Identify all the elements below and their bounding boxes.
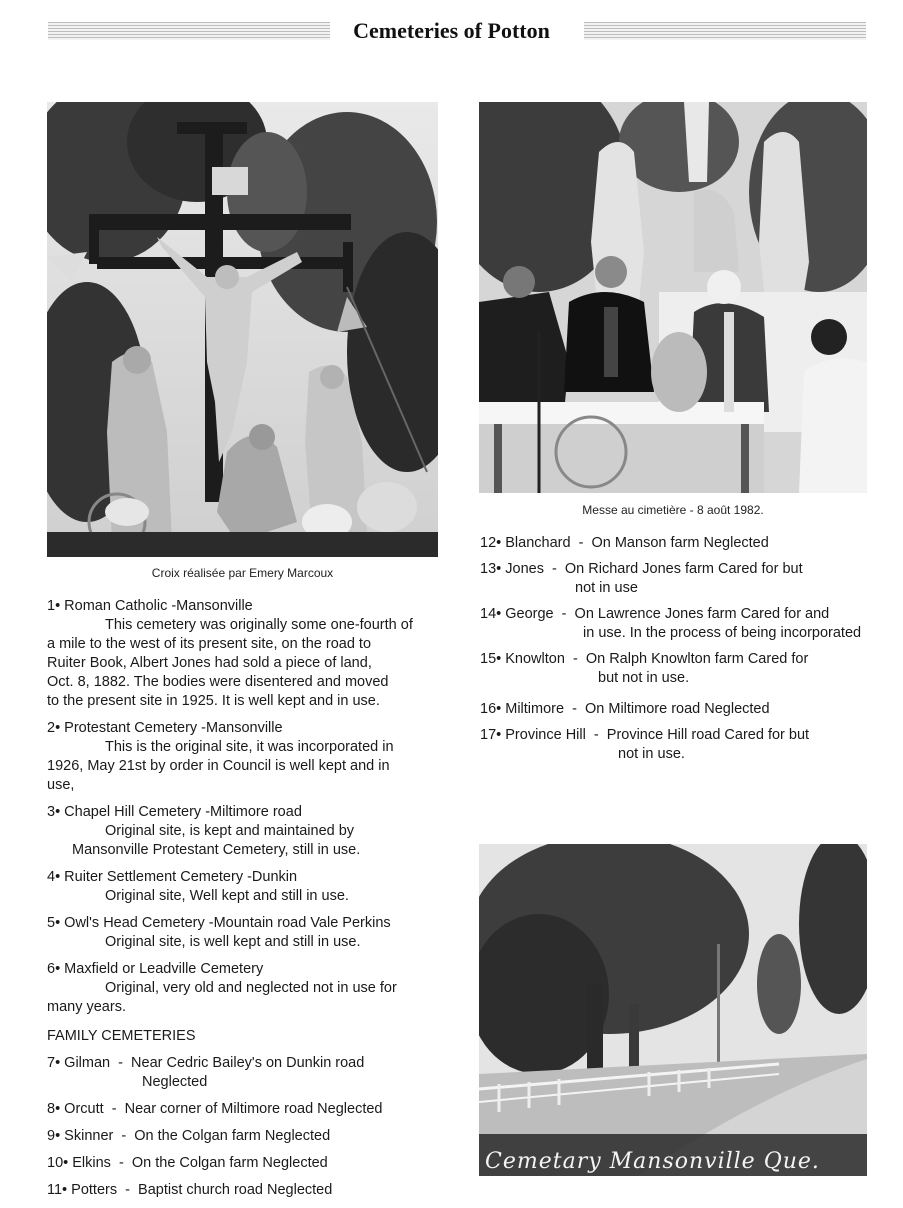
- entry-line: not in use: [575, 580, 638, 596]
- cemetery-list: [47, 597, 447, 1208]
- entry-number: 13•: [480, 561, 502, 577]
- cemetery-entry-2: [47, 719, 447, 795]
- cemetery-entry-3: [47, 803, 447, 860]
- entry-number: 12•: [480, 535, 502, 551]
- entry-number: 17•: [480, 727, 502, 743]
- entry-number: 6•: [47, 961, 61, 977]
- mass-photo-caption: Messe au cimetière - 8 août 1982.: [582, 503, 764, 517]
- entry-number: 9•: [47, 1128, 61, 1144]
- entry-name: Maxfield or Leadville Cemetery: [64, 961, 264, 977]
- entry-text: Potters - Baptist church road Neglected: [71, 1182, 333, 1198]
- entry-text: Gilman - Near Cedric Bailey's on Dunkin road: [64, 1055, 365, 1071]
- entry-number: 11•: [47, 1182, 68, 1198]
- entry-line: 1926, May 21st by order in Council is well kept and in: [47, 758, 390, 774]
- entry-line: Oct. 8, 1882. The bodies were disentered and moved: [47, 674, 389, 690]
- entry-line: a mile to the west of its present site, on the road to: [47, 636, 372, 652]
- entry-line: Original site, is well kept and still in use.: [105, 934, 361, 950]
- postcard-inscription: Cemetary Mansonville Que.: [485, 1149, 820, 1174]
- crucifix-photo-caption: Croix réalisée par Emery Marcoux: [151, 566, 334, 580]
- family-entry-15: [480, 650, 880, 688]
- family-entry-16: [480, 700, 880, 719]
- cemetery-postcard-photo: [479, 844, 867, 1176]
- family-cemetery-list-right: [480, 534, 880, 771]
- entry-name: Ruiter Settlement Cemetery -Dunkin: [64, 869, 298, 885]
- entry-line: Mansonville Protestant Cemetery, still in use.: [72, 842, 361, 858]
- family-entry-13: [480, 560, 880, 598]
- family-entry-14: [480, 605, 880, 643]
- entry-number: 16•: [480, 701, 502, 717]
- entry-name: Owl's Head Cemetery -Mountain road Vale Perkins: [64, 915, 391, 931]
- entry-text: Province Hill - Province Hill road Cared for but: [505, 727, 810, 743]
- crucifix-photo: [47, 102, 438, 557]
- entry-line: This is the original site, it was incorporated in: [105, 739, 394, 755]
- family-entry-8: [47, 1100, 447, 1119]
- entry-number: 2•: [47, 720, 61, 736]
- entry-text: Elkins - On the Colgan farm Neglected: [72, 1155, 328, 1171]
- entry-name: Chapel Hill Cemetery -Miltimore road: [64, 804, 302, 820]
- entry-number: 8•: [47, 1101, 61, 1117]
- entry-line: to the present site in 1925. It is well kept and in use.: [47, 693, 380, 709]
- entry-number: 7•: [47, 1055, 61, 1071]
- family-entry-10: [47, 1154, 447, 1173]
- entry-text: Miltimore - On Miltimore road Neglected: [505, 701, 770, 717]
- entry-number: 1•: [47, 598, 61, 614]
- entry-number: 4•: [47, 869, 61, 885]
- entry-text: Skinner - On the Colgan farm Neglected: [64, 1128, 331, 1144]
- cemetery-entry-6: [47, 960, 447, 1017]
- entry-text: Jones - On Richard Jones farm Cared for but: [505, 561, 803, 577]
- entry-name: Protestant Cemetery -Mansonville: [64, 720, 283, 736]
- family-entry-17: [480, 726, 880, 764]
- cemetery-entry-4: [47, 868, 447, 906]
- entry-number: 3•: [47, 804, 61, 820]
- family-cemeteries-heading: FAMILY CEMETERIES: [47, 1028, 196, 1044]
- entry-number: 14•: [480, 606, 502, 622]
- family-entry-11: [47, 1181, 447, 1200]
- entry-line: Ruiter Book, Albert Jones had sold a piece of land,: [47, 655, 372, 671]
- family-entry-9: [47, 1127, 447, 1146]
- entry-text: Orcutt - Near corner of Miltimore road Neglected: [64, 1101, 383, 1117]
- entry-text: Knowlton - On Ralph Knowlton farm Cared for: [505, 651, 809, 667]
- entry-line: use,: [47, 777, 75, 793]
- page-title: Cemeteries of Potton: [353, 18, 550, 43]
- entry-line: Original, very old and neglected not in use for: [105, 980, 397, 996]
- entry-line: Original site, is kept and maintained by: [105, 823, 355, 839]
- family-entry-12: [480, 534, 880, 553]
- entry-line: This cemetery was originally some one-fourth of: [105, 617, 413, 633]
- entry-number: 5•: [47, 915, 61, 931]
- entry-number: 10•: [47, 1155, 69, 1171]
- entry-name: Roman Catholic -Mansonville: [64, 598, 253, 614]
- entry-text: Blanchard - On Manson farm Neglected: [505, 535, 769, 551]
- entry-line: in use. In the process of being incorporated: [583, 625, 862, 641]
- cemetery-entry-5: [47, 914, 447, 952]
- entry-line: but not in use.: [598, 670, 690, 686]
- entry-line: many years.: [47, 999, 126, 1015]
- mass-photo: [479, 102, 867, 493]
- entry-line: Neglected: [142, 1074, 208, 1090]
- family-entry-7: [47, 1054, 447, 1092]
- entry-line: not in use.: [618, 746, 685, 762]
- cemetery-entry-1: [47, 597, 447, 711]
- entry-number: 15•: [480, 651, 502, 667]
- entry-text: George - On Lawrence Jones farm Cared for and: [505, 606, 830, 622]
- entry-line: Original site, Well kept and still in use.: [105, 888, 349, 904]
